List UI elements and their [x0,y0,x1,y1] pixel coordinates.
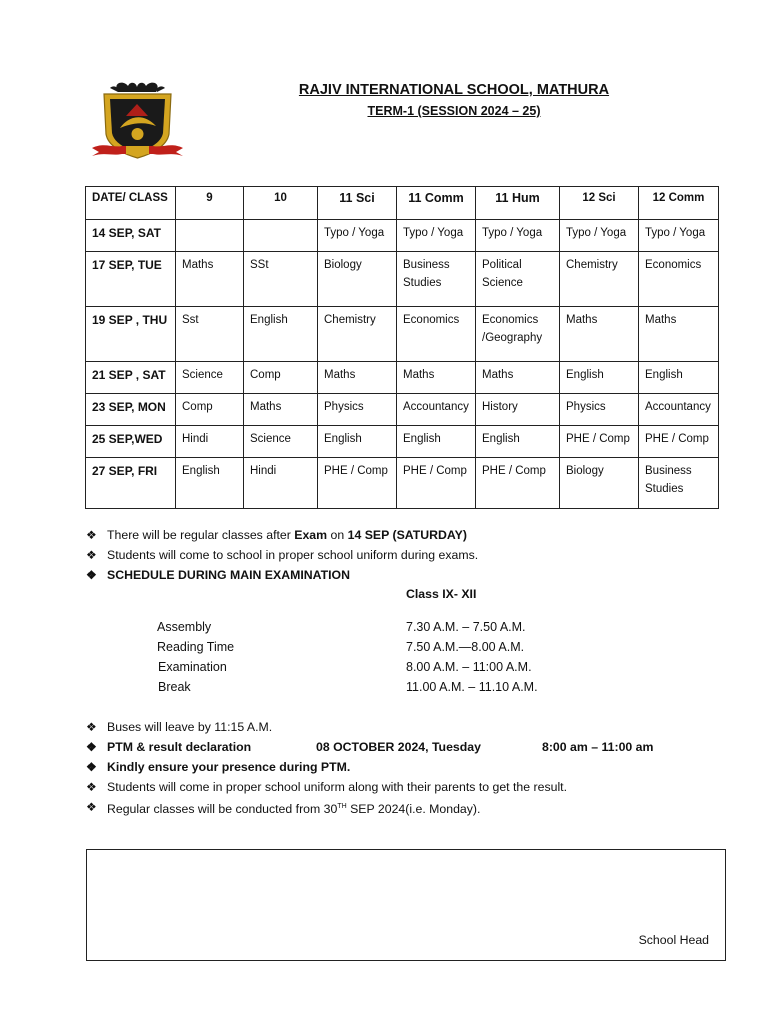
table-row [86,252,719,307]
table-cell: Typo / Yoga [476,220,560,252]
table-cell: Economics [639,252,719,307]
signature-box [86,849,726,961]
table-header: 12 Comm [639,187,719,220]
table-cell [176,220,244,252]
table-cell: Typo / Yoga [639,220,719,252]
table-header-row [86,187,719,220]
table-cell: Chemistry [560,252,639,307]
table-cell: Biology [560,458,639,509]
table-cell: Political Science [476,252,560,307]
table-cell: Economics /Geography [476,307,560,362]
table-cell: PHE / Comp [318,458,397,509]
diamond-bullet-icon: ❖ [86,740,97,754]
table-cell: PHE / Comp [476,458,560,509]
table-header: DATE/ CLASS [86,187,176,220]
timing-label: Reading Time [157,640,235,654]
table-cell: Comp [244,362,318,394]
table-cell: Typo / Yoga [318,220,397,252]
table-cell: Hindi [244,458,318,509]
timing-value: 7.50 A.M.—8.00 A.M. [406,640,525,654]
table-cell: Maths [244,394,318,426]
table-cell: Biology [318,252,397,307]
table-cell: Chemistry [318,307,397,362]
diamond-bullet-icon: ❖ [86,800,97,814]
list-item: ❖ Regular classes will be conducted from 30TH SEP 2024(i.e. Monday). [86,797,686,817]
timing-value: 7.30 A.M. – 7.50 A.M. [406,620,526,634]
list-item: ❖ Students will come in proper school uniform along with their parents to get the result. [86,777,686,797]
diamond-bullet-icon: ❖ [86,548,97,562]
table-cell: Maths [397,362,476,394]
table-cell: History [476,394,560,426]
table-cell: Maths [560,307,639,362]
table-cell: Maths [476,362,560,394]
timing-value: 11.00 A.M. – 11.10 A.M. [406,680,538,694]
table-cell: PHE / Comp [560,426,639,458]
timing-label: Examination [158,660,227,674]
table-cell-date: 27 SEP, FRI [86,458,176,509]
table-cell: English [397,426,476,458]
table-cell [244,220,318,252]
table-cell: Maths [639,307,719,362]
table-cell: Business Studies [639,458,719,509]
list-item: ❖ Buses will leave by 11:15 A.M. [86,717,686,737]
ptm-date: 08 OCTOBER 2024, Tuesday [316,740,481,754]
table-row [86,426,719,458]
table-cell: Physics [560,394,639,426]
table-row [86,394,719,426]
table-cell: Typo / Yoga [560,220,639,252]
table-cell: Maths [176,252,244,307]
table-cell: SSt [244,252,318,307]
table-cell: PHE / Comp [397,458,476,509]
table-row [86,362,719,394]
table-cell-date: 21 SEP , SAT [86,362,176,394]
list-item: ❖ SCHEDULE DURING MAIN EXAMINATION [86,565,478,585]
table-cell-date: 14 SEP, SAT [86,220,176,252]
table-cell: Science [176,362,244,394]
table-cell: English [639,362,719,394]
diamond-bullet-icon: ❖ [86,528,97,542]
table-row [86,458,719,509]
school-name: RAJIV INTERNATIONAL SCHOOL, MATHURA [298,82,610,98]
term-title: TERM-1 (SESSION 2024 – 25) [367,104,541,118]
timing-label: Assembly [157,620,212,634]
table-cell: Science [244,426,318,458]
diamond-bullet-icon: ❖ [86,720,97,734]
list-item-ptm: ❖ PTM & result declaration 08 OCTOBER 2024, Tuesday 8:00 am – 11:00 am [86,737,686,757]
table-row [86,307,719,362]
timing-value: 8.00 A.M. – 11:00 A.M. [406,660,532,674]
school-head-signature-label: School Head [638,933,709,947]
list-item: ❖ Students will come to school in proper school uniform during exams. [86,545,478,565]
table-cell: Physics [318,394,397,426]
table-cell-date: 19 SEP , THU [86,307,176,362]
table-cell: Business Studies [397,252,476,307]
table-header: 9 [176,187,244,220]
list-item: ❖ There will be regular classes after Exam on 14 SEP (SATURDAY) [86,525,478,545]
table-cell-date: 23 SEP, MON [86,394,176,426]
table-cell: Sst [176,307,244,362]
table-header: 11 Comm [397,187,476,220]
diamond-bullet-icon: ❖ [86,568,97,582]
timing-class-heading: Class IX- XII [406,587,477,601]
table-header: 11 Hum [476,187,560,220]
table-header: 11 Sci [318,187,397,220]
table-cell: Typo / Yoga [397,220,476,252]
table-cell: Accountancy [397,394,476,426]
exam-schedule-table [85,186,719,509]
table-cell: PHE / Comp [639,426,719,458]
table-cell: Hindi [176,426,244,458]
table-cell: English [560,362,639,394]
table-cell: English [176,458,244,509]
diamond-bullet-icon: ❖ [86,760,97,774]
table-header: 10 [244,187,318,220]
table-cell: Comp [176,394,244,426]
list-item: ❖ Kindly ensure your presence during PTM. [86,757,686,777]
notes-top [86,525,478,585]
table-cell-date: 17 SEP, TUE [86,252,176,307]
timing-label: Break [158,680,191,694]
table-cell: English [244,307,318,362]
ptm-time: 8:00 am – 11:00 am [542,740,654,754]
notes-bottom [86,717,686,817]
table-header: 12 Sci [560,187,639,220]
table-cell: Accountancy [639,394,719,426]
table-cell: English [476,426,560,458]
diamond-bullet-icon: ❖ [86,780,97,794]
table-cell: Economics [397,307,476,362]
table-cell: Maths [318,362,397,394]
table-row [86,220,719,252]
table-cell-date: 25 SEP,WED [86,426,176,458]
table-cell: English [318,426,397,458]
